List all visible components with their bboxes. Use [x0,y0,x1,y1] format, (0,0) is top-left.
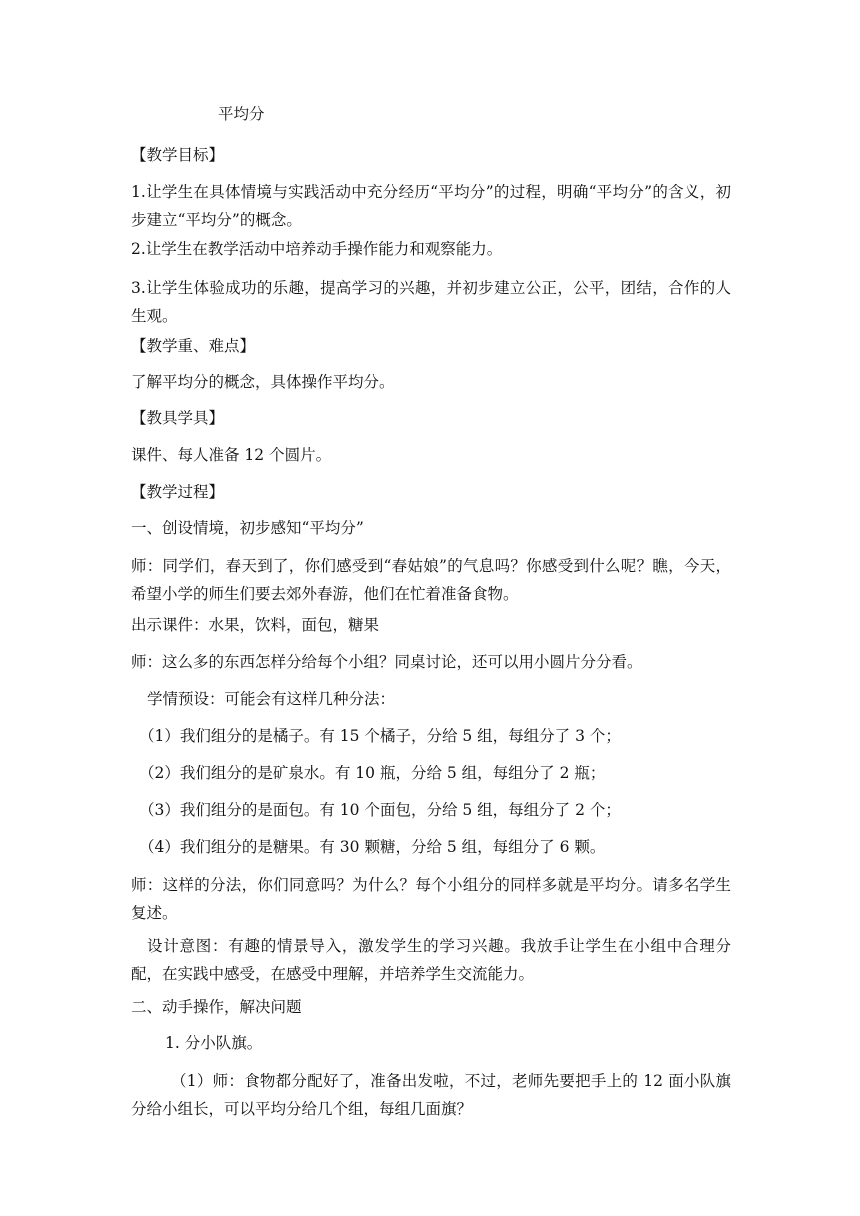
step-1: 1. 分小队旗。 [165,1034,263,1052]
teacher-paragraph-3: 师：这样的分法，你们同意吗？为什么？每个小组分的同样多就是平均分。请多名学生复述。 [131,876,731,922]
step-1-1: （1）师：食物都分配好了，准备出发啦，不过，老师先要把手上的 12 面小队旗分给小组长，可以平均分给几个组，每组几面旗？ [131,1072,731,1118]
part-1-heading: 一、创设情境，初步感知“平均分” [131,519,364,537]
tools-text: 课件、每人准备 12 个圆片。 [131,446,332,464]
show-courseware: 出示课件：水果，饮料，面包，糖果 [131,616,380,634]
objective-3: 3.让学生体验成功的乐趣，提高学习的兴趣，并初步建立公正，公平，团结，合作的人生观。 [131,279,731,325]
objective-1: 1.让学生在具体情境与实践活动中充分经历“平均分”的过程，明确“平均分”的含义，初步建立“平均分”的概念。 [131,183,731,229]
method-1: （1）我们组分的是橘子。有 15 个橘子，分给 5 组，每组分了 3 个； [139,727,621,745]
method-3: （3）我们组分的是面包。有 10 个面包，分给 5 组，每组分了 2 个； [139,801,621,819]
preset-intro: 学情预设：可能会有这样几种分法： [147,690,396,708]
teacher-paragraph-1: 师：同学们，春天到了，你们感受到“春姑娘”的气息吗？你感受到什么呢？瞧，今天，希望小学的师生们要去郊外春游，他们在忙着准备食物。 [131,557,731,603]
doc-title: 平均分 [218,105,265,123]
key-points-heading: 【教学重、难点】 [131,337,256,355]
part-2-heading: 二、动手操作，解决问题 [131,998,302,1016]
design-intent: 设计意图：有趣的情景导入，激发学生的学习兴趣。我放手让学生在小组中合理分配，在实践中感受，在感受中理解，并培养学生交流能力。 [131,937,731,983]
tools-heading: 【教具学具】 [131,409,225,427]
process-heading: 【教学过程】 [131,483,225,501]
method-4: （4）我们组分的是糖果。有 30 颗糖，分给 5 组，每组分了 6 颗。 [139,838,606,856]
method-2: （2）我们组分的是矿泉水。有 10 瓶，分给 5 组，每组分了 2 瓶； [139,764,606,782]
teacher-paragraph-2: 师：这么多的东西怎样分给每个小组？同桌讨论，还可以用小圆片分分看。 [131,653,643,671]
key-points-text: 了解平均分的概念，具体操作平均分。 [131,373,395,391]
objective-2: 2.让学生在教学活动中培养动手操作能力和观察能力。 [131,240,503,258]
objectives-heading: 【教学目标】 [131,146,225,164]
